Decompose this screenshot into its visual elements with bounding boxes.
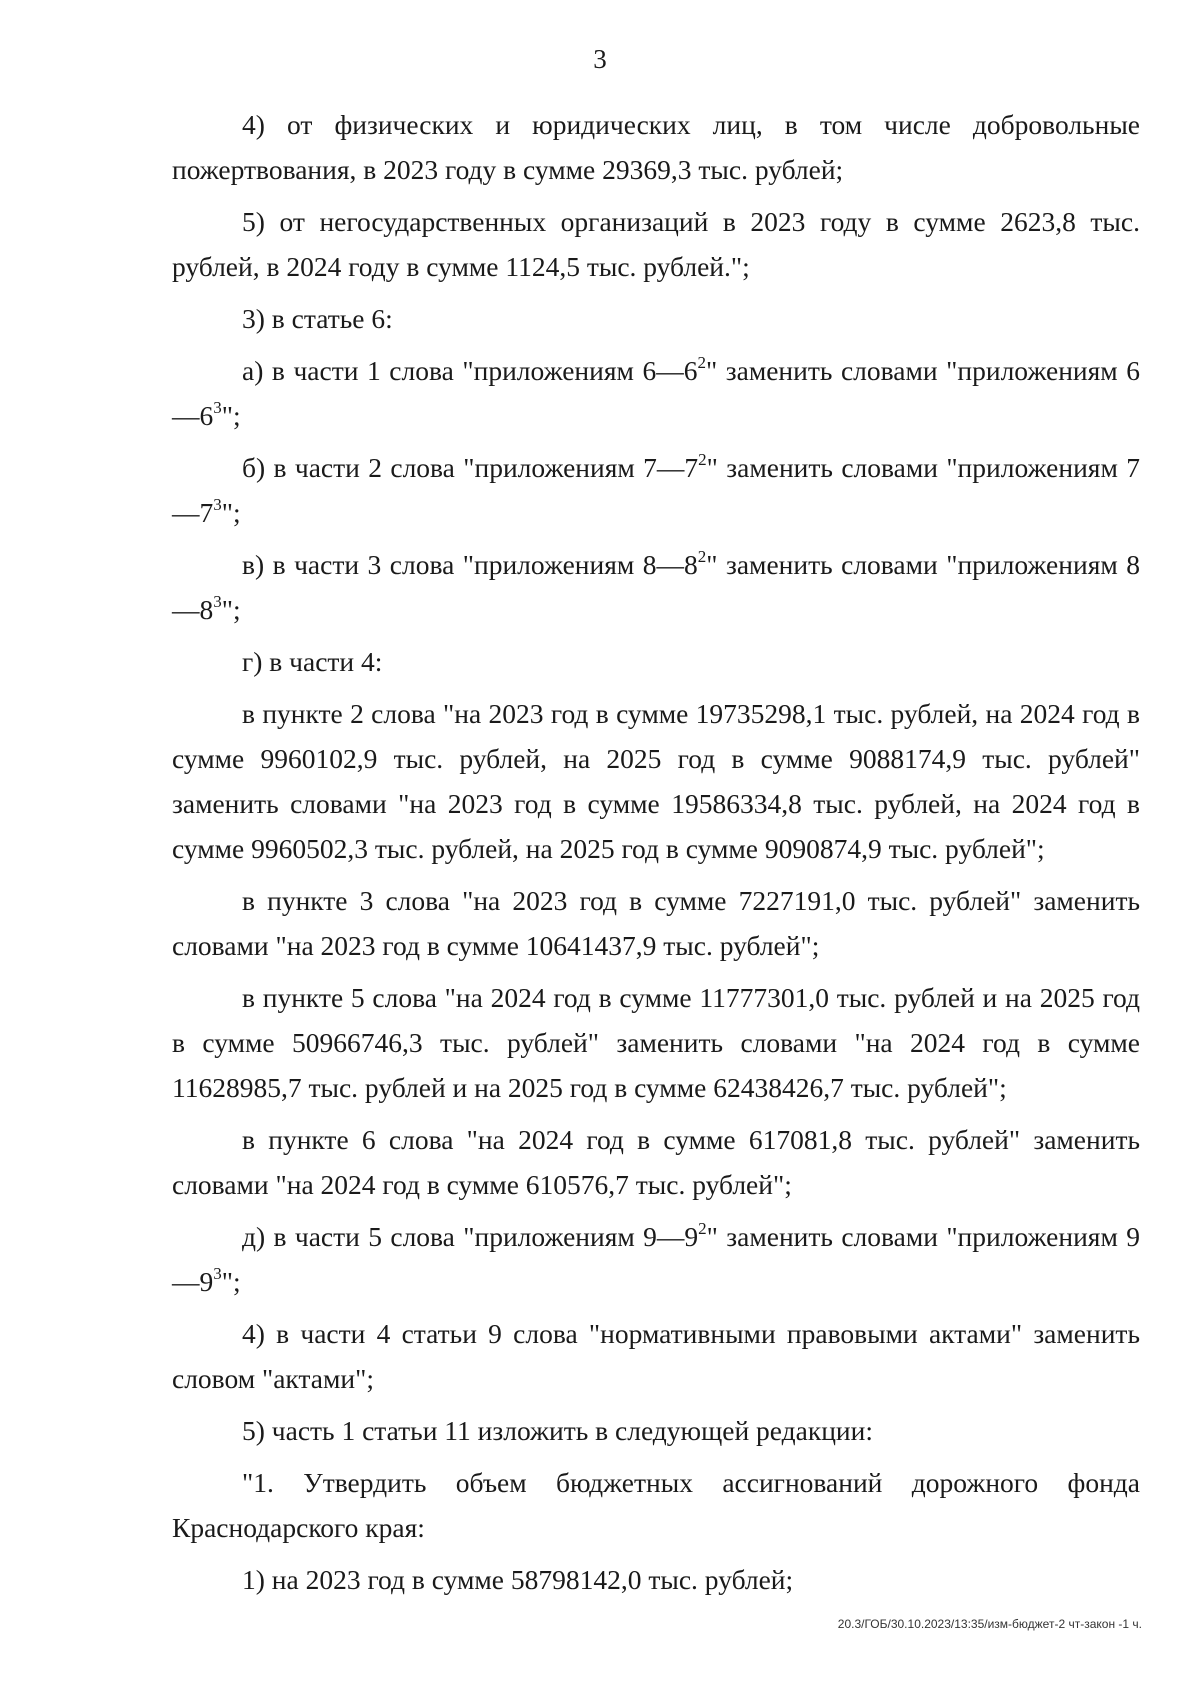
paragraph-part-4: г) в части 4: [242, 646, 383, 677]
page-number: 3 [593, 44, 607, 74]
paragraph-road-fund: "1. Утвердить объем бюджетных ассигнований дорожного фонда Краснодарского края: [172, 1467, 1140, 1543]
paragraph-point-2: в пункте 2 слова "на 2023 год в сумме 19735298,1 тыс. рублей, на 2024 год в сумме 9960102,9 тыс. рублей, на 2025 год в сумме 9088174,9 тыс. рублей" заменить словами "на 2023 год в сумме 19586334,8 тыс. рублей, на 2024 год в сумме 9960502,3 тыс. рублей, на 2025 год в сумме 9090874,9 тыс. рублей"; [172, 698, 1140, 864]
paragraph-non-state-organizations: 5) от негосударственных организаций в 2023 году в сумме 2623,8 тыс. рублей, в 2024 году в сумме 1124,5 тыс. рублей."; [172, 206, 1140, 282]
footer-document-code: 20.3/ГОБ/30.10.2023/13:35/изм-бюджет-2 чт-закон -1 ч. [837, 1617, 1142, 1631]
paragraph-road-fund-2023: 1) на 2023 год в сумме 58798142,0 тыс. рублей; [242, 1564, 794, 1595]
document-body [172, 102, 1140, 1602]
paragraph-part-1-appendices: а) в части 1 слова "приложениям $6—6^2$" заменить словами "приложениям $6—6^3$"; [172, 353, 1140, 431]
paragraph-article-6: 3) в статье 6: [242, 303, 393, 334]
paragraph-part-3-appendices: в) в части 3 слова "приложениям $8—8^2$" заменить словами "приложениям $8—8^3$"; [172, 547, 1140, 625]
paragraph-part-5-appendices: д) в части 5 слова "приложениям $9—9^2$" заменить словами "приложениям $9—9^3$"; [172, 1219, 1140, 1297]
paragraph-point-6: в пункте 6 слова "на 2024 год в сумме 617081,8 тыс. рублей" заменить словами "на 2024 год в сумме 610576,7 тыс. рублей"; [172, 1124, 1140, 1200]
paragraph-part-2-appendices: б) в части 2 слова "приложениям $7—7^2$" заменить словами "приложениям $7—7^3$"; [172, 450, 1140, 528]
paragraph-donations: 4) от физических и юридических лиц, в том числе добровольные пожертвования, в 2023 году в сумме 29369,3 тыс. рублей; [172, 109, 1140, 185]
paragraph-point-3: в пункте 3 слова "на 2023 год в сумме 7227191,0 тыс. рублей" заменить словами "на 2023 год в сумме 10641437,9 тыс. рублей"; [172, 885, 1140, 961]
paragraph-point-5: в пункте 5 слова "на 2024 год в сумме 11777301,0 тыс. рублей и на 2025 год в сумме 50966746,3 тыс. рублей" заменить словами "на 2024 год в сумме 11628985,7 тыс. рублей и на 2025 год в сумме 62438426,7 тыс. рублей"; [172, 982, 1140, 1103]
paragraph-article-9: 4) в части 4 статьи 9 слова "нормативными правовыми актами" заменить словом "актами"; [172, 1318, 1140, 1394]
paragraph-article-11: 5) часть 1 статьи 11 изложить в следующей редакции: [242, 1415, 873, 1446]
